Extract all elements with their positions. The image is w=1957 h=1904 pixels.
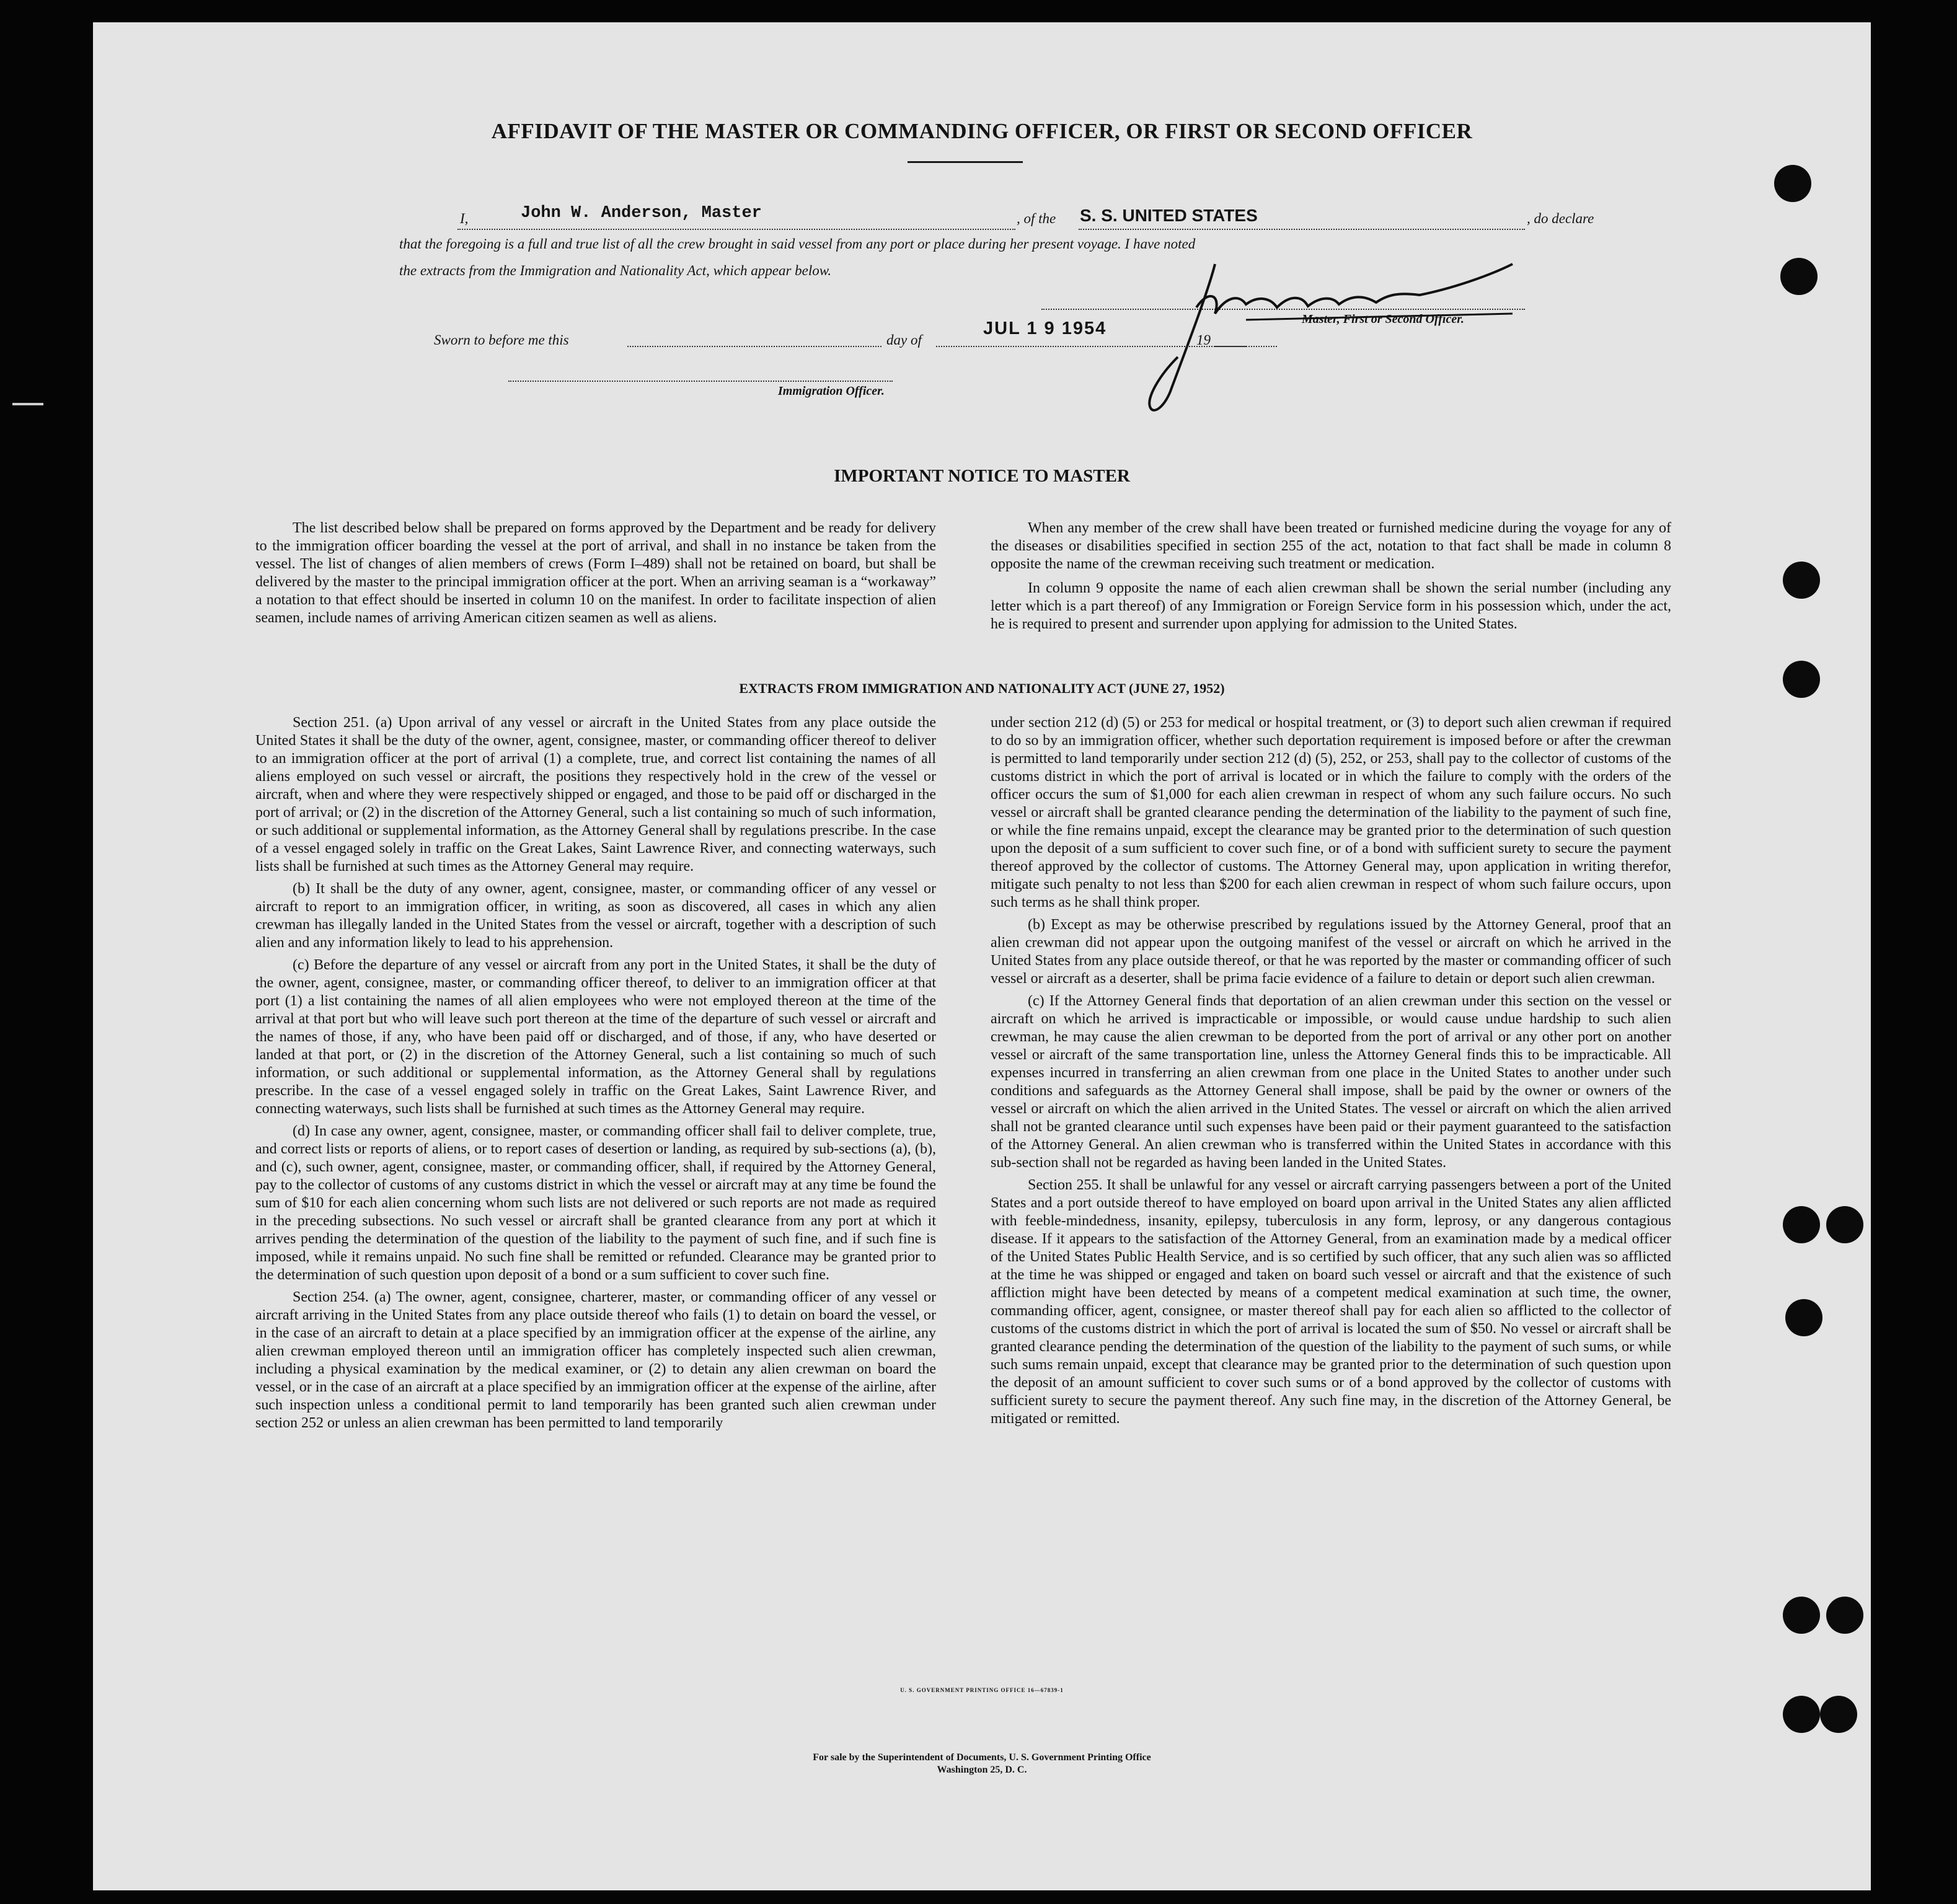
form-page <box>93 22 1871 1890</box>
sworn-day-line <box>627 346 881 347</box>
punch-hole <box>1783 661 1820 698</box>
punch-hole <box>1820 1696 1857 1733</box>
section-251-d: (d) In case any owner, agent, consignee, master, or commanding officer shall fail to deliver complete, true, and correct lists or reports of aliens, or to report cases of desertion or landing, as required by sub-sections (a), (b), and (c), such owner, agent, consignee, master, or commanding officer, shall, if required by the Attorney General, pay to the collector of customs of any customs district in which the vessel or aircraft may at any time be found the sum of $10 for each alien concerning whom such lists are not delivered or such reports are not made as required in the preceding subsections. No such vessel or aircraft shall be granted clearance from any port at which it arrives pending the determination of the question of the liability to the payment of such fine, and if such fine is imposed, while it remains unpaid. No such fine shall be remitted or refunded. Clearance may be granted prior to the determination of such question upon deposit of a bond or a sum sufficient to cover such fine. <box>255 1123 936 1283</box>
section-254-a-continued: under section 212 (d) (5) or 253 for medical or hospital treatment, or (3) to deport such alien crewman if required to do so by an immigration officer, whether such deportation requirement is imposed before or after the crewman is permitted to land temporarily under section 212 (d) (5), 252, or 253, shall pay to the collector of customs of the customs district in which the port of arrival is located or in which the failure to comply with the orders of the officer occurs the sum of $1,000 for each alien crewman in respect of whom any such failure occurs. No such vessel or aircraft shall be granted clearance pending the determination of the liability to the payment of such fine, or while the fine remains unpaid, except the clearance may be granted prior to the determination of such question upon the deposit of a sum sufficient to cover such fine, or of a bond with sufficient surety to secure the payment thereof approved by the collector of customs. The Attorney General may, upon application in writing therefor, mitigate such penalty to not less than $200 for each alien crewman in respect of whom such failure occurs, upon such terms as he shall think proper. <box>991 715 1671 910</box>
section-254-a: Section 254. (a) The owner, agent, consignee, charterer, master, or commanding officer of any vessel or aircraft arriving in the United States from any place outside thereof who fails (1) to detain on board the vessel, or in the case of an aircraft to detain at a place specified by an immigration officer at the expense of the airline, any alien crewman employed thereon until an immigration officer has completely inspected such alien crewman, including a physical examination by the medical examiner, or (2) to detain any alien crewman on board the vessel, or in the case of an aircraft at a place specified by an immigration officer at the expense of the airline, after such inspection unless a conditional permit to land temporarily has been granted such alien crewman under section 252 or unless an alien crewman has been permitted to land temporarily <box>255 1289 936 1431</box>
punch-hole <box>1826 1206 1863 1243</box>
section-251-b: (b) It shall be the duty of any owner, agent, consignee, master, or commanding officer of any vessel or aircraft to report to an immigration officer, in writing, as soon as discovered, all cases in which any alien crewman has illegally landed in the United States from the vessel or aircraft, together with a description of such alien and any information likely to lead to his apprehension. <box>255 881 936 951</box>
footer-line-1: For sale by the Superintendent of Documents, U. S. Government Printing Office <box>813 1752 1151 1763</box>
notice-right-column <box>991 519 1671 638</box>
punch-hole <box>1785 1299 1822 1336</box>
of-the-label: , of the <box>1017 211 1056 226</box>
scan-edge-mark <box>12 403 43 405</box>
punch-hole <box>1783 562 1820 599</box>
punch-hole <box>1826 1597 1863 1634</box>
punch-hole <box>1780 258 1818 295</box>
punch-hole <box>1783 1696 1820 1733</box>
title-rule <box>908 161 1023 163</box>
punch-hole <box>1774 165 1811 202</box>
punch-hole <box>1783 1597 1820 1634</box>
section-251-c: (c) Before the departure of any vessel or aircraft from any port in the United States, it shall be the duty of the owner, agent, consignee, master, or commanding officer thereof, to deliver to an immigration officer at that port (1) a list containing the names of all alien employees who were not employed thereon at the time of the arrival at that port but who will leave such port thereon at the time of the departure of such vessel or aircraft and the names of those, if any, who have been paid off or discharged, and of those, if any, who have deserted or landed at that port, or (2) in the discretion of the Attorney General, such a list containing so much of such information, or such additional or supplemental information, as the Attorney General shall by regulations prescribe. In the case of a vessel engaged solely in traffic on the Great Lakes, Saint Lawrence River, and connecting waterways, such lists shall be furnished at such times as the Attorney General may require. <box>255 957 936 1117</box>
declaration-line-2: the extracts from the Immigration and Nationality Act, which appear below. <box>399 263 832 278</box>
immigration-officer-label: Immigration Officer. <box>778 384 885 398</box>
immigration-officer-line <box>508 381 893 382</box>
signature-caption: Master, First or Second Officer. <box>1302 312 1464 326</box>
punch-hole <box>1783 1206 1820 1243</box>
notice-left-paragraph: The list described below shall be prepared on forms approved by the Department and be ready for delivery to the immigration officer boarding the vessel at the port of arrival, and shall in no instance be taken from the vessel. The list of changes of alien members of crews (Form I–489) shall not be retained on board, but shall be delivered by the master to the principal immigration officer at the port. When an arriving seaman is a “workaway” a notation to that effect should be inserted in column 10 on the manifest. In order to facilitate inspection of alien seamen, include names of arriving American citizen seamen as well as aliens. <box>255 520 936 626</box>
declaration-line-1: that the foregoing is a full and true list of all the crew brought in said vessel from any port or place during her present voyage. I have noted <box>399 236 1196 252</box>
section-251-a: Section 251. (a) Upon arrival of any vessel or aircraft in the United States from any place outside the United States it shall be the duty of the owner, agent, consignee, master, or commanding officer thereof to deliver to an immigration officer at the port of arrival (1) a complete, true, and correct list containing the names of all aliens employed on such vessel or aircraft, the positions they respectively hold in the crew of the vessel or aircraft, when and where they were respectively shipped or engaged, and those to be paid off or discharged in the port of arrival; or (2) in the discretion of the Attorney General, such a list containing so much of such information, or such additional or supplemental information, as the Attorney General shall by regulations prescribe. In the case of a vessel engaged solely in traffic on the Great Lakes, Saint Lawrence River, and connecting waterways, such lists shall be furnished at such times as the Attorney General may require. <box>255 715 936 875</box>
vessel-name-line <box>1079 229 1525 230</box>
year-label: 19 <box>1196 332 1211 348</box>
section-255: Section 255. It shall be unlawful for any vessel or aircraft carrying passengers between a port of the United States and a port outside thereof to have employed on board upon arrival in the United States any alien afflicted with feeble-mindedness, insanity, epilepsy, tuberculosis in any form, leprosy, or any dangerous contagious disease. If it appears to the satisfaction of the Attorney General, from an examination made by a medical officer of the United States Public Health Service, and is so certified by such officer, that any such alien was so afflicted at the time he was shipped or engaged and taken on board such vessel or aircraft and that the existence of such affliction might have been detected by means of a competent medical examination at such time, the owner, commanding officer, agent, consignee, or master thereof shall pay for each alien so afflicted to the collector of customs of the customs district in which the port of arrival is located the sum of $50. No vessel or aircraft shall be granted clearance pending the determination of the question of the liability to the payment of such sums, or while such sums remain unpaid, except that clearance may be granted prior to the determination of such question upon the deposit of an amount sufficient to cover such sums or of a bond approved by the collector of customs with sufficient surety to secure the payment thereof. Any such fine may, in the discretion of the Attorney General, be mitigated or remitted. <box>991 1177 1671 1427</box>
printer-line: U. S. GOVERNMENT PRINTING OFFICE 16—67839-1 <box>900 1687 1064 1693</box>
notice-left-column <box>255 519 936 632</box>
date-stamp: JUL 1 9 1954 <box>983 319 1107 338</box>
master-name-line <box>457 229 1015 230</box>
i-label: I, <box>460 211 469 226</box>
vessel-name: S. S. UNITED STATES <box>1080 206 1258 225</box>
footer-line-2: Washington 25, D. C. <box>937 1765 1027 1775</box>
notice-title: IMPORTANT NOTICE TO MASTER <box>834 466 1130 486</box>
do-declare-label: , do declare <box>1527 211 1594 226</box>
extracts-title: EXTRACTS FROM IMMIGRATION AND NATIONALITY ACT (JUNE 27, 1952) <box>739 681 1225 696</box>
notice-right-paragraph-1: When any member of the crew shall have been treated or furnished medicine during the voyage for any of the diseases or disabilities specified in section 255 of the act, notation to that fact shall be made in column 8 opposite the name of the crewman receiving such treatment or medication. <box>991 520 1671 572</box>
extracts-left-column <box>255 714 936 1437</box>
section-254-c: (c) If the Attorney General finds that deportation of an alien crewman under this section on the vessel or aircraft on which he arrived is impracticable or impossible, or would cause undue hardship to such alien crewman, he may cause the alien crewman to be deported from the port of arrival or any other port on another vessel or aircraft of the same transportation line, unless the Attorney General finds this to be impracticable. All expenses incurred in transferring an alien crewman from one place in the United States to another under such conditions and safeguards as the Attorney General shall impose, shall be paid by the owner or owners of the vessel or aircraft on which the alien arrived in the United States. The vessel or aircraft on which the alien arrived shall not be granted clearance until such expenses have been paid or their payment guaranteed to the satisfaction of the Attorney General. An alien crewman who is transferred within the United States in accordance with this sub-section shall not be regarded as having been landed in the United States. <box>991 993 1671 1171</box>
section-254-b: (b) Except as may be otherwise prescribed by regulations issued by the Attorney General, proof that an alien crewman did not appear upon the outgoing manifest of the vessel or aircraft on which he arrived in the United States from any place outside thereof, or that he was reported by the master or commanding officer of such vessel or aircraft as a deserter, shall be prima facie evidence of a failure to detain or deport such alien crewman. <box>991 917 1671 987</box>
extracts-right-column <box>991 714 1671 1432</box>
affidavit-title: AFFIDAVIT OF THE MASTER OR COMMANDING OFFICER, OR FIRST OR SECOND OFFICER <box>491 119 1473 143</box>
year-line <box>1215 346 1246 347</box>
sworn-label: Sworn to before me this <box>434 332 569 348</box>
day-of-label: day of <box>886 332 922 348</box>
notice-right-paragraph-2: In column 9 opposite the name of each alien crewman shall be shown the serial number (including any letter which is a part thereof) of any Immigration or Foreign Service form in his possession which, under the act, he is required to present and surrender upon applying for admission to the United States. <box>991 580 1671 632</box>
footer <box>93 1752 1871 1776</box>
master-name: John W. Anderson, Master <box>521 204 762 223</box>
